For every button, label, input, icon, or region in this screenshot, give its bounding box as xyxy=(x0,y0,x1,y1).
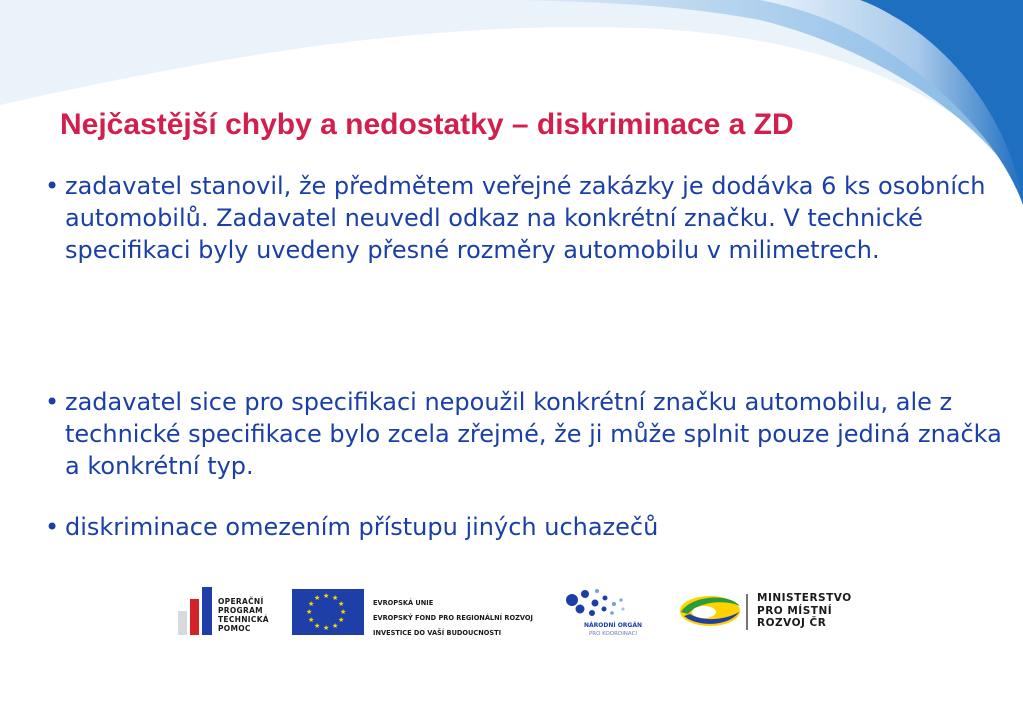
op-logo-text: OPERAČNÍ PROGRAM TECHNICKÁ POMOC xyxy=(218,597,269,633)
mmr-logo-icon xyxy=(680,594,747,630)
op-logo-icon xyxy=(178,587,212,635)
bullet-text-3: diskriminace omezením přístupu jiných uchazečů xyxy=(65,513,659,541)
bullet-text-1: zadavatel stanovil, že předmětem veřejné zakázky je dodávka 6 ks osobních automobilů. Zadavatel neuvedl odkaz na konkrétní značku. V technické specifikaci byly uvedeny přesné rozměry automobilu v milimetrech. xyxy=(65,172,986,264)
bullet-item-1 xyxy=(44,170,1004,266)
eu-logo-text: EVROPSKÁ UNIE EVROPSKÝ FOND PRO REGIONÁLNÍ ROZVOJ INVESTICE DO VAŠÍ BUDOUCNOSTI xyxy=(373,599,533,637)
bullet-text-2: zadavatel sice pro specifikaci nepoužil konkrétní značku automobilu, ale z technické specifikace bylo zcela zřejmé, že ji může splnit pouze jediná značka a konkrétní typ. xyxy=(65,388,1002,480)
bullet-item-2 xyxy=(44,386,1004,482)
eu-stars: ★ ★ ★ ★ ★ ★ ★ ★ ★ ★ ★ ★ xyxy=(306,592,347,632)
narodni-organ-logo-icon xyxy=(566,589,625,616)
slide-title: Nejčastější chyby a nedostatky – diskriminace a ZD xyxy=(60,108,794,141)
mmr-logo-text: MINISTERSTVO PRO MÍSTNÍ ROZVOJ ČR xyxy=(757,592,852,629)
bullet-dot: • xyxy=(45,388,60,416)
bullet-dot: • xyxy=(45,172,60,200)
narodni-organ-text: NÁRODNÍ ORGÁN PRO KOORDINACI xyxy=(584,622,643,637)
bullet-item-3 xyxy=(44,511,658,543)
bullet-dot: • xyxy=(45,513,60,541)
